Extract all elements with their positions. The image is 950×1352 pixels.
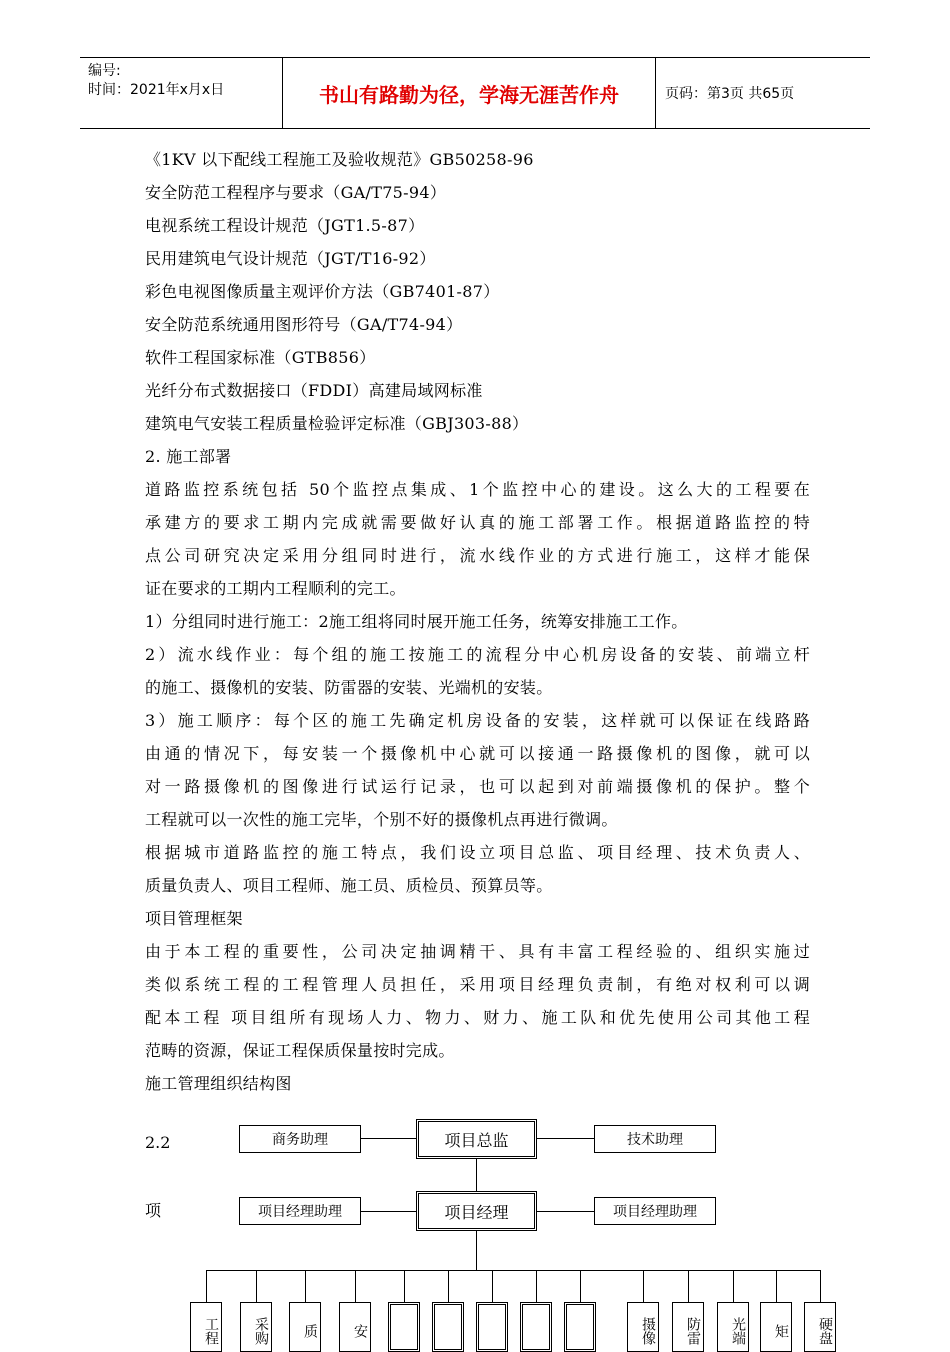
section-fragment: 项 <box>145 1201 162 1220</box>
org-box-team <box>432 1302 464 1352</box>
text-line: 彩色电视图像质量主观评价方法（GB7401-87） <box>145 282 500 301</box>
org-box-harddisk: 硬盘 <box>804 1302 836 1352</box>
text-line: 承建方的要求工期内完成就需要做好认真的施工部署工作。根据道路监控的特 <box>145 513 810 532</box>
document-number-label: 编号: <box>88 63 121 79</box>
pm-assistant-left-box: 项目经理助理 <box>239 1197 361 1225</box>
org-box-team <box>564 1302 596 1352</box>
document-body <box>145 143 810 1100</box>
section-heading: 项目管理框架 <box>145 909 243 928</box>
connector-line <box>536 1270 537 1302</box>
connector-line <box>360 1211 416 1212</box>
connector-line <box>448 1270 449 1302</box>
connector-line <box>580 1270 581 1302</box>
org-box-procurement: 采购 <box>240 1302 272 1352</box>
org-box-safety: 安 <box>339 1302 371 1352</box>
text-line: 软件工程国家标准（GTB856） <box>145 348 376 367</box>
project-manager-box: 项目经理 <box>416 1191 537 1231</box>
org-box-camera: 摄像 <box>627 1302 659 1352</box>
header-divider <box>655 58 656 128</box>
org-box-engineering: 工程 <box>190 1302 222 1352</box>
header-motto: 书山有路勤为径，学海无涯苦作舟 <box>319 82 619 107</box>
business-assistant-box: 商务助理 <box>239 1125 361 1153</box>
connector-line <box>206 1270 207 1302</box>
section-heading: 2. 施工部署 <box>145 447 232 466</box>
text-line: 工程就可以一次性的施工完毕，个别不好的摄像机点再进行微调。 <box>145 810 618 829</box>
text-line: 民用建筑电气设计规范（JGT/T16-92） <box>145 249 436 268</box>
org-box-quality: 质 <box>289 1302 321 1352</box>
document-time: 时间：2021年x月x日 <box>88 82 225 98</box>
text-line: 配本工程 项目组所有现场人力、物力、财力、施工队和优先使用公司其他工程 <box>145 1008 810 1027</box>
section-number: 2.2 <box>145 1133 171 1152</box>
text-line: 的施工、摄像机的安装、防雷器的安装、光端机的安装。 <box>145 678 553 697</box>
page-header <box>80 57 870 129</box>
text-line: 道路监控系统包括 50个监控点集成、1个监控中心的建设。这么大的工程要在 <box>145 480 810 499</box>
connector-line <box>537 1211 594 1212</box>
text-line: 由通的情况下，每安装一个摄像机中心就可以接通一路摄像机的图像，就可以 <box>145 744 810 763</box>
connector-line <box>256 1270 257 1302</box>
connector-line <box>688 1270 689 1302</box>
org-box-team <box>476 1302 508 1352</box>
text-line: 安全防范系统通用图形符号（GA/T74-94） <box>145 315 463 334</box>
page-info: 页码：第3页 共65页 <box>665 86 795 102</box>
org-box-lightning: 防雷 <box>672 1302 704 1352</box>
text-line: 光纤分布式数据接口（FDDI）高建局域网标准 <box>145 381 483 400</box>
section-heading: 施工管理组织结构图 <box>145 1074 292 1093</box>
tech-assistant-box: 技术助理 <box>594 1125 716 1153</box>
connector-line <box>355 1270 356 1302</box>
org-box-team <box>388 1302 420 1352</box>
connector-line <box>733 1270 734 1302</box>
connector-line <box>404 1270 405 1302</box>
org-box-team <box>520 1302 552 1352</box>
text-line: 质量负责人、项目工程师、施工员、质检员、预算员等。 <box>145 876 553 895</box>
text-line: 由于本工程的重要性，公司决定抽调精干、具有丰富工程经验的、组织实施过 <box>145 942 810 961</box>
project-director-box: 项目总监 <box>416 1119 537 1159</box>
text-line: 根据城市道路监控的施工特点，我们设立项目总监、项目经理、技术负责人、 <box>145 843 810 862</box>
text-line: 2）流水线作业：每个组的施工按施工的流程分中心机房设备的安装、前端立杆 <box>145 645 810 664</box>
connector-line <box>305 1270 306 1302</box>
text-line: 安全防范工程程序与要求（GA/T75-94） <box>145 183 447 202</box>
text-line: 3）施工顺序：每个区的施工先确定机房设备的安装，这样就可以保证在线路路 <box>145 711 810 730</box>
org-box-optical: 光端 <box>717 1302 749 1352</box>
pm-assistant-right-box: 项目经理助理 <box>594 1197 716 1225</box>
connector-line <box>537 1138 594 1139</box>
text-line: 类似系统工程的工程管理人员担任，采用项目经理负责制，有绝对权利可以调 <box>145 975 810 994</box>
connector-line <box>206 1270 820 1271</box>
connector-line <box>776 1270 777 1302</box>
text-line: 对一路摄像机的图像进行试运行记录，也可以起到对前端摄像机的保护。整个 <box>145 777 810 796</box>
connector-line <box>820 1270 821 1302</box>
text-line: 范畴的资源，保证工程保质保量按时完成。 <box>145 1041 455 1060</box>
text-line: 电视系统工程设计规范（JGT1.5-87） <box>145 216 425 235</box>
connector-line <box>476 1230 477 1270</box>
text-line: 证在要求的工期内工程顺利的完工。 <box>145 579 406 598</box>
text-line: 点公司研究决定采用分组同时进行，流水线作业的方式进行施工，这样才能保 <box>145 546 810 565</box>
text-line: 1）分组同时进行施工：2施工组将同时展开施工任务，统筹安排施工工作。 <box>145 612 688 631</box>
connector-line <box>476 1157 477 1192</box>
text-line: 《1KV 以下配线工程施工及验收规范》GB50258-96 <box>145 150 534 169</box>
header-meta <box>88 62 288 100</box>
connector-line <box>360 1138 416 1139</box>
text-line: 建筑电气安装工程质量检验评定标准（GBJ303-88） <box>145 414 529 433</box>
connector-line <box>643 1270 644 1302</box>
org-box-matrix: 矩 <box>760 1302 792 1352</box>
connector-line <box>492 1270 493 1302</box>
